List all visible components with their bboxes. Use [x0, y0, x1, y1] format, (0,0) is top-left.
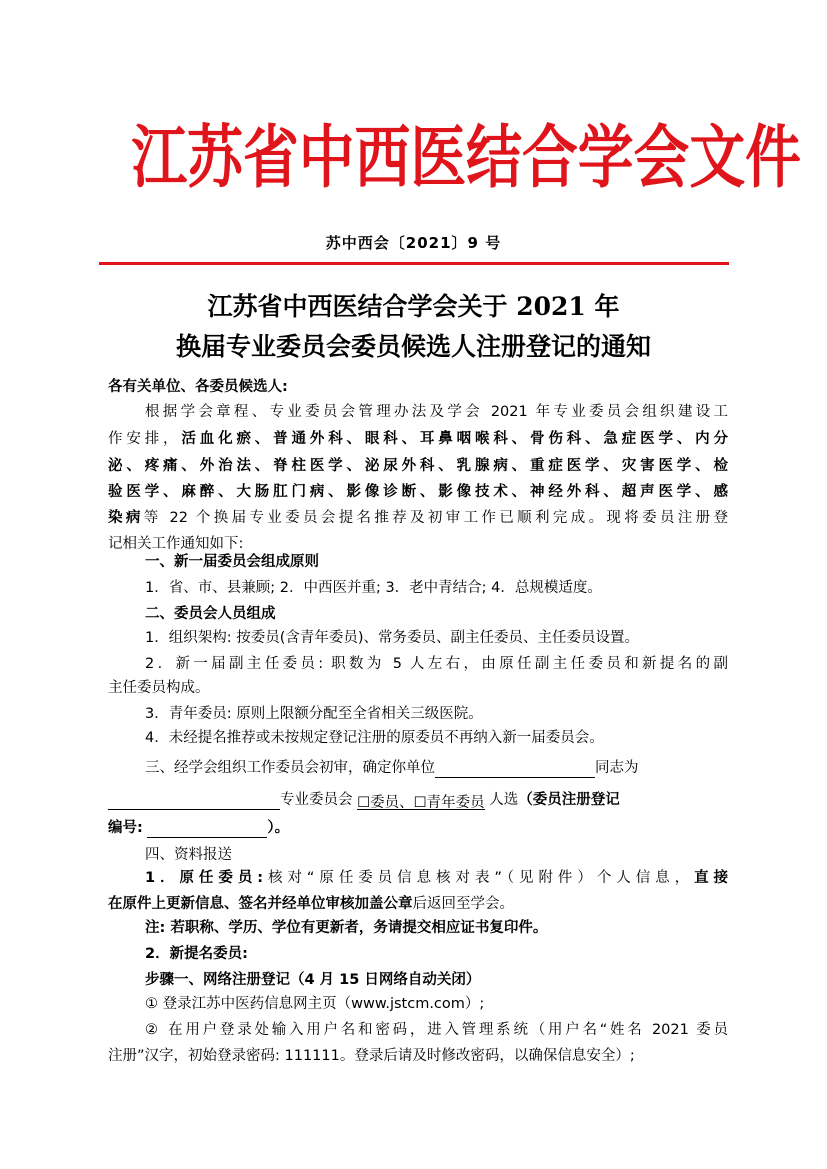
- org-title: 江苏省中西医结合学会文件: [131, 117, 801, 198]
- section-3-line: 三、经学会组织工作委员会初审，确定你单位 同志为: [145, 760, 639, 776]
- intro-line: 泌、疼痛、外治法、脊柱医学、泌尿外科、乳腺病、重症医学、灾害医学、检: [108, 458, 728, 474]
- unit-blank: [435, 761, 595, 778]
- section-4-item: 2．新提名委员:: [145, 946, 248, 962]
- red-divider: [99, 262, 729, 265]
- step-item: 注册”汉字，初始登录密码: 111111。登录后请及时修改密码，以确保信息安全）;: [108, 1048, 635, 1064]
- section-2-item: 3．青年委员: 原则上限额分配至全省相关三级医院。: [145, 706, 483, 722]
- section-1-title: 一、新一届委员会组成原则: [145, 554, 319, 570]
- section-2-title: 二、委员会人员组成: [145, 606, 276, 622]
- section-3-line: 专业委员会 ☐委员、☐青年委员 人选（委员注册登记: [108, 790, 728, 810]
- intro-line: 根据学会章程、专业委员会管理办法及学会 2021 年专业委员会组织建设工: [145, 404, 728, 420]
- name-blank: [108, 793, 280, 810]
- section-4-note: 注: 若职称、学历、学位有更新者，务请提交相应证书复印件。: [145, 920, 548, 936]
- section-2-item: 1．组织架构: 按委员(含青年委员)、常务委员、副主任委员、主任委员设置。: [145, 630, 640, 646]
- intro-line: 记相关工作通知如下:: [108, 536, 244, 552]
- section-1-text: 1．省、市、县兼顾; 2．中西医并重; 3．老中青结合; 4．总规模适度。: [145, 580, 602, 596]
- role-options: ☐委员、☐青年委员: [357, 795, 485, 811]
- intro-line: 作安排，活血化瘀、普通外科、眼科、耳鼻咽喉科、骨伤科、急症医学、内分: [108, 431, 729, 447]
- step-item: ② 在用户登录处输入用户名和密码，进入管理系统（用户名“姓名 2021 委员: [145, 1022, 728, 1038]
- section-4-title: 四、资料报送: [145, 847, 232, 863]
- intro-line: 染病等 22 个换届专业委员会提名推荐及初审工作已顺利完成。现将委员注册登: [108, 510, 729, 526]
- salutation: 各有关单位、各委员候选人:: [108, 379, 288, 395]
- section-2-item: 主任委员构成。: [108, 680, 210, 696]
- doc-number: 苏中西会〔2021〕9 号: [325, 234, 502, 252]
- step-item: ① 登录江苏中医药信息网主页（www.jstcm.com）;: [145, 996, 485, 1012]
- intro-line: 验医学、麻醉、大肠肛门病、影像诊断、影像技术、神经外科、超声医学、感: [108, 484, 728, 500]
- section-2-item: 4．未经提名推荐或未按规定登记注册的原委员不再纳入新一届委员会。: [145, 730, 604, 746]
- step-title: 步骤一、网络注册登记（4 月 15 日网络自动关闭）: [145, 972, 481, 988]
- notice-title-line2: 换届专业委员会委员候选人注册登记的通知: [175, 332, 651, 361]
- section-4-item: 1．原任委员:核对“原任委员信息核对表”（见附件）个人信息，直接: [145, 870, 729, 886]
- section-3-line: 编号: ）。: [108, 820, 290, 836]
- notice-title-line1: 江苏省中西医结合学会关于 2021 年: [207, 292, 620, 321]
- section-4-item: 在原件上更新信息、签名并经单位审核加盖公章后返回至学会。: [108, 896, 514, 912]
- section-2-item: 2．新一届副主任委员: 职数为 5 人左右，由原任副主任委员和新提名的副: [145, 656, 728, 672]
- number-blank: [147, 821, 267, 838]
